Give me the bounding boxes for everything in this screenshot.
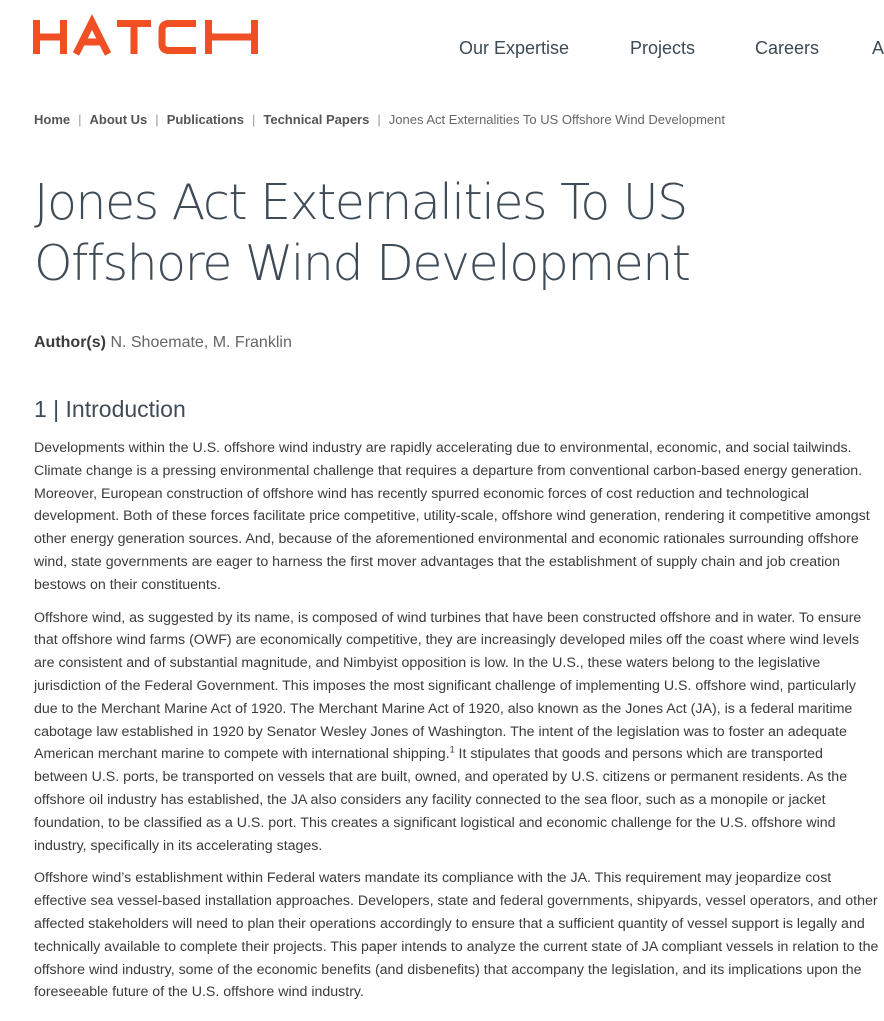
hatch-logo-text: HATCH (33, 18, 37, 19)
author-label: Author(s) (34, 334, 106, 351)
footnote-reference[interactable]: 1 (449, 744, 455, 755)
nav-our-expertise[interactable]: Our Expertise (459, 38, 570, 58)
breadcrumb (34, 112, 725, 127)
section-heading-introduction: 1 | Introduction (34, 396, 186, 422)
paragraph-2-part-2: It stipulates that goods and persons which are transported between U.S. ports, be transported on vessels that are built, owned, and operated by U.S. citizens or permanent residents. As the offshore oil industry has established, the JA also considers any facility connected to the sea floor, such as a monopile or jacket foundation, to be classified as a U.S. port. This creates a significant logistical and economic challenge for the U.S. offshore wind industry, specifically in its accelerating stages. (34, 746, 848, 854)
breadcrumb-publications[interactable]: Publications (166, 112, 244, 127)
breadcrumb-separator: | (377, 112, 381, 127)
paragraph-2-part-1: Offshore wind, as suggested by its name, is composed of wind turbines that have been constructed offshore and in water. To ensure that offshore wind farms (OWF) are economically competitive, they are increasingly developed miles off the coast where wind levels are consistent and of substantial magnitude, and Nimbyist opposition is low. In the U.S., these waters belong to the legislative jurisdiction of the Federal Government. This imposes the most significant challenge of implementing U.S. offshore wind, particularly due to the Merchant Marine Act of 1920. The Merchant Marine Act of 1920, also known as the Jones Act (JA), is a federal maritime cabotage law established in 1920 by Senator Wesley Jones of Washington. The intent of the legislation was to foster an adequate American merchant marine to compete with international shipping. (34, 609, 862, 763)
breadcrumb-separator: | (251, 112, 256, 127)
nav-projects[interactable]: Projects (630, 38, 696, 58)
author-names: N. Shoemate, M. Franklin (110, 334, 292, 351)
paragraph-2 (34, 607, 880, 858)
paragraph-1: Developments within the U.S. offshore wind industry are rapidly accelerating due to environmental, economic, and social tailwinds. Climate change is a pressing environmental challenge that requires a departure from conventional carbon-based energy generation. Moreover, European construction of offshore wind has recently spurred economic forces of cost reduction and technological development. Both of these forces facilitate price competitive, utility-scale, offshore wind generation, rendering it competitive amongst other energy generation sources. And, because of the aforementioned environmental and economic rationales surrounding offshore wind, state governments are eager to harness the first mover advantages that the establishment of supply chain and job creation bestows on their constituents. (34, 440, 870, 593)
author-line (34, 334, 292, 352)
breadcrumb-separator: | (155, 112, 159, 127)
nav-about-truncated[interactable]: A (872, 38, 884, 58)
breadcrumb-current: Jones Act Externalities To US Offshore Wind Development (388, 112, 725, 127)
page-title: Jones Act Externalities To US Offshore Wind Development (34, 174, 690, 292)
breadcrumb-about-us[interactable]: About Us (89, 112, 148, 127)
breadcrumb-home[interactable]: Home (34, 112, 71, 127)
main-navigation (0, 38, 884, 62)
paragraph-3: Offshore wind’s establishment within Federal waters mandate its compliance with the JA. This requirement may jeopardize cost effective sea vessel-based installation approaches. Developers, state and federal governments, shipyards, vessel operators, and other affected stakeholders will need to plan their operations accordingly to ensure that a sufficient quantity of vessel support is legally and technically available to complete their projects. This paper intends to analyze the current state of JA compliant vessels in relation to the offshore wind industry, some of the economic benefits (and disbenefits) that accompany the legislation, and its implications upon the foreseeable future of the U.S. offshore wind industry. (34, 870, 879, 1001)
breadcrumb-technical-papers[interactable]: Technical Papers (263, 112, 370, 127)
nav-careers[interactable]: Careers (755, 38, 820, 58)
breadcrumb-separator: | (78, 112, 82, 127)
article-body (34, 437, 880, 1014)
